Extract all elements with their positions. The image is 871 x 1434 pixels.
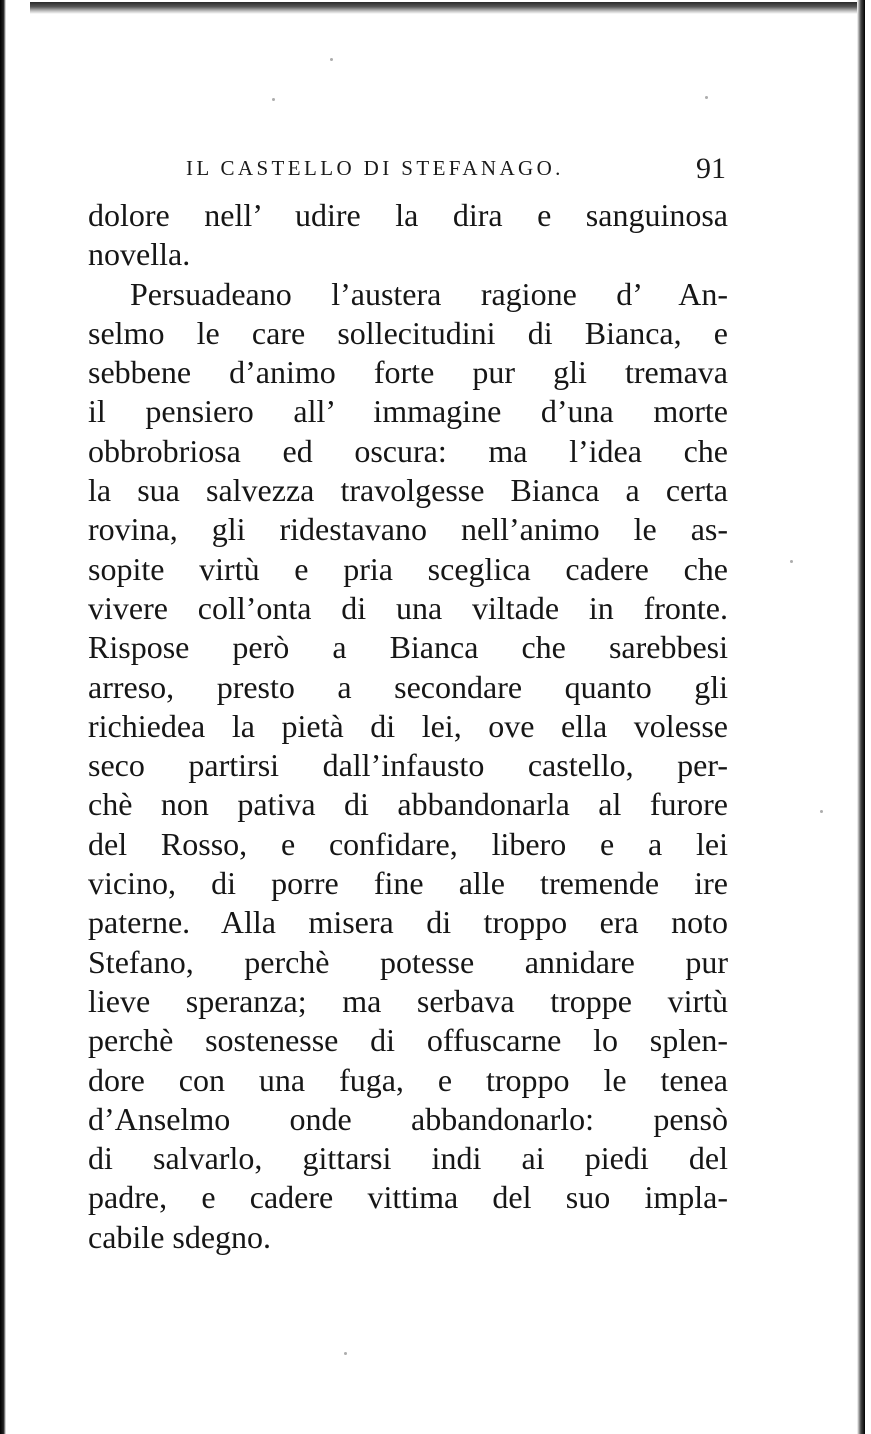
text-line: chè non pativa di abbandonarla al furore: [88, 786, 728, 823]
text-line: arreso, presto a secondare quanto gli: [88, 668, 728, 705]
text-line: vivere coll’onta di una viltade in fronte.: [88, 589, 728, 626]
text-line: dolore nell’ udire la dira e sanguinosa: [88, 197, 728, 233]
text-line: Persuadeano l’austera ragione d’ An-: [130, 275, 728, 312]
text-line: vicino, di porre fine alle tremende ire: [88, 865, 728, 902]
text-line: obbrobriosa ed oscura: ma l’idea che: [88, 432, 728, 469]
text-line: del Rosso, e confidare, libero e a lei: [88, 825, 728, 862]
text-line: dore con una fuga, e troppo le tenea: [88, 1061, 728, 1098]
text-line: sebbene d’animo forte pur gli tremava: [88, 354, 728, 391]
text-line: lieve speranza; ma serbava troppe virtù: [88, 982, 728, 1019]
text-line: il pensiero all’ immagine d’una morte: [88, 393, 728, 430]
text-line: rovina, gli ridestavano nell’animo le as-: [88, 511, 728, 548]
text-line: novella.: [88, 236, 191, 273]
text-line: Stefano, perchè potesse annidare pur: [88, 943, 728, 980]
scan-speck: [820, 810, 823, 813]
text-line: cabile sdegno.: [88, 1218, 272, 1255]
text-line: richiedea la pietà di lei, ove ella volesse: [88, 707, 728, 744]
text-line: la sua salvezza travolgesse Bianca a certa: [88, 472, 728, 509]
text-line: d’Anselmo onde abbandonarlo: pensò: [88, 1100, 728, 1137]
text-line: Rispose però a Bianca che sarebbesi: [88, 629, 728, 666]
text-line: seco partirsi dall’infausto castello, per-: [88, 747, 728, 784]
scan-speck: [790, 560, 793, 563]
scan-speck: [705, 96, 708, 99]
text-line: paterne. Alla misera di troppo era noto: [88, 904, 728, 941]
text-line: perchè sostenesse di offuscarne lo splen-: [88, 1022, 728, 1059]
scan-speck: [272, 98, 275, 101]
running-head-title: IL CASTELLO DI STEFANAGO.: [186, 156, 564, 180]
running-head: [186, 152, 726, 196]
page-number: 91: [696, 152, 726, 185]
scan-edge-top: [30, 2, 862, 14]
scan-speck: [344, 1352, 347, 1355]
scan-edge-left: [0, 0, 6, 1434]
text-line: sopite virtù e pria sceglica cadere che: [88, 550, 728, 587]
scan-edge-right: [857, 0, 865, 1434]
body-text: [88, 196, 728, 1257]
scan-speck: [330, 58, 333, 61]
text-line: selmo le care sollecitudini di Bianca, e: [88, 314, 728, 351]
text-line: di salvarlo, gittarsi indi ai piedi del: [88, 1140, 728, 1177]
text-line: padre, e cadere vittima del suo impla-: [88, 1179, 728, 1216]
